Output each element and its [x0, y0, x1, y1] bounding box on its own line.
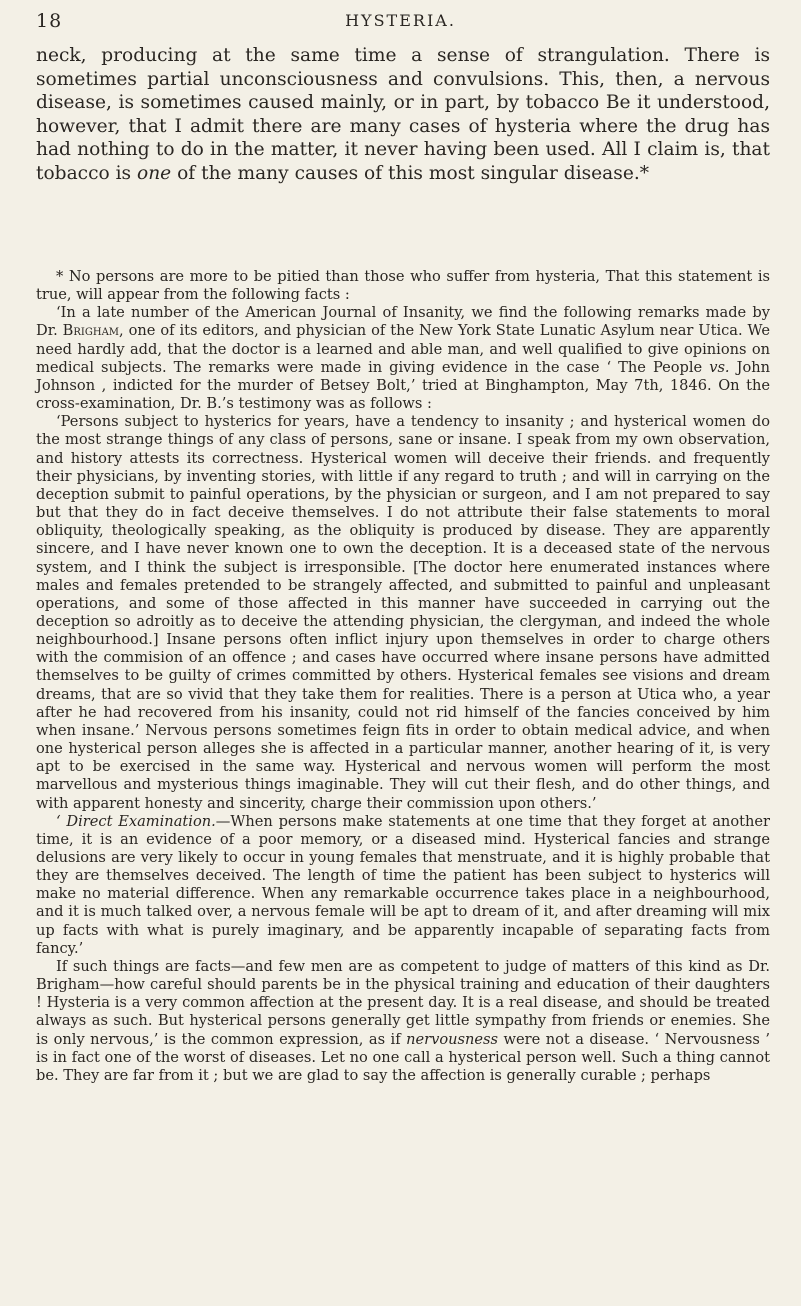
- footnote-text: John Johnson , indicted for the murder of Betsey Bolt,’ tried at Binghampton, May 7th, 1846. On the cross-examination, Dr. B.’s testimony was as follows :: [36, 358, 771, 413]
- body-paragraph: [36, 44, 770, 185]
- footnote-paragraph-2: [36, 304, 770, 413]
- author-name: Brigham: [62, 322, 120, 340]
- footnote-paragraph-4: [36, 813, 770, 958]
- emphasis-one: one: [137, 162, 172, 184]
- footnote-text: —When persons make statements at one time that they forget at another time, it is an evidence of a poor memory, or a diseased mind. Hysterical fancies and strange delusions are very likely to occur in young females that menstruate, and it is highly probable that they are themselves deceived. The length of time the patient has been subject to hysterics will make no material difference. When any remarkable occurrence takes place in a neighbourhood, and it is much talked over, a nervous female will be apt to dream of it, and after dreaming will mix up facts with what is purely imaginary, and be apparently incapable of separating facts from fancy.’: [36, 812, 770, 957]
- footnote-paragraph-1: * No persons are more to be pitied than those who suffer from hysteria, That this statement is true, will appear from the following facts :: [36, 268, 770, 304]
- footnote-text: If such things are facts—and few men are as competent to judge of matters of this kind as Dr. Brigham—how careful should parents be in the physical training and education of their daughters ! Hysteria is a very common affection at the present day. It is a real disease, and should be treated always as such. But hysterical persons generally get little sympathy from friends or enemies. She is only nervous,’ is the common expression, as if: [36, 957, 770, 1048]
- case-versus: vs.: [709, 358, 730, 376]
- footnote-paragraph-5: [36, 958, 770, 1085]
- footnote-paragraph-3: ‘Persons subject to hysterics for years, have a tendency to insanity ; and hysterical women do the most strange things of any class of persons, sane or insane. I speak from my own observation, and history attests its correctness. Hysterical women will deceive their friends. and frequently their physicians, by inventing stories, with little if any regard to truth ; and will in carrying on the deception submit to painful operations, by the physician or surgeon, and I am not prepared to say but that they do in fact deceive themselves. I do not attribute their false statements to moral obliquity, theologically speaking, as the obliquity is produced by disease. They are apparently sincere, and I have never known one to own the deception. It is a deceased state of the nervous system, and I think the subject is irresponsible. [The doctor here enumerated instances where males and females pretended to be strangely affected, and submitted to painful and unpleasant operations, and some of those affected in this manner have succeeded in carrying out the deception so adroitly as to deceive the attending physician, the clergyman, and indeed the whole neighbourhood.] Insane persons often inflict injury upon themselves in order to charge others with the commision of an offence ; and cases have occurred where insane persons have admitted themselves to be guilty of crimes committed by others. Hysterical females see visions and dream dreams, that are so vivid that they take them for realities. There is a person at Utica who, a year after he had recovered from his insanity, could not rid himself of the fancies conceived by him when insane.’ Nervous persons sometimes feign fits in order to obtain medical advice, and when one hysterical person alleges she is affected in a particular manner, another hearing of it, is very apt to be exercised in the same way. Hysterical and nervous women will perform the most marvellous and mysterious things imaginable. They will cut their flesh, and do other things, and with apparent honesty and sincerity, charge their commission upon others.’: [36, 413, 770, 812]
- footnote-text: were not a disease. ‘ Nervousness ’ is in fact one of the worst of diseases. Let no one call a hysterical person well. Such a thing cannot be. They are far from it ; but we are glad to say the affection is generally curable ; perhaps: [36, 1030, 770, 1084]
- page-header: [36, 10, 765, 40]
- emphasis-nervousness: nervousness: [406, 1030, 499, 1048]
- body-text: neck, producing at the same time a sense of strangulation. There is sometimes partial unconsciousness and convulsions. This, then, a nervous disease, is sometimes caused mainly, or in part, by tobacco Be it understood, however, that I admit there are many cases of hysteria where the drug has had nothing to do in the matter, it never having been used. All I claim is, that tobacco is: [36, 45, 770, 184]
- body-text-end: of the many causes of this most singular disease.*: [177, 162, 650, 184]
- footnote-text: , one of its editors, and physician of the New York State Lunatic Asylum near Utica. We need hardly add, that the doctor is a learned and able man, and well qualified to give opinions on medical subjects. The remarks were made in giving evidence in the case ‘ The People: [36, 322, 771, 376]
- footnote: [36, 268, 770, 1085]
- main-text: [36, 44, 770, 185]
- section-lead: ‘ Direct Examination.: [56, 812, 216, 830]
- footnote-text: ‘In a late number of the American Journal of Insanity, we find the following remarks made by Dr.: [36, 304, 770, 340]
- running-head: HYSTERIA.: [345, 11, 456, 30]
- page-number: 18: [36, 10, 63, 32]
